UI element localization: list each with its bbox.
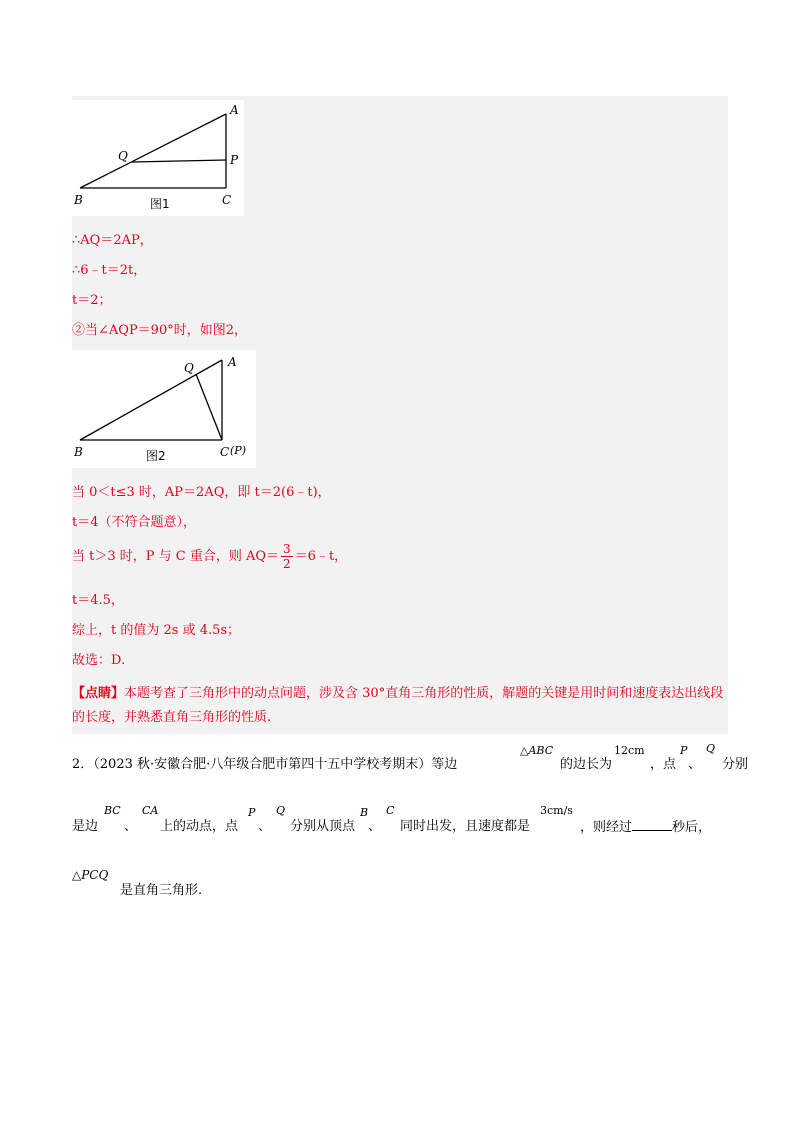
comment-tag: 【点睛】	[72, 686, 125, 701]
fig2-label-c: C	[220, 445, 230, 459]
fig2-caption: 图2	[146, 449, 166, 463]
line7-pre: 当 t＞3 时，P 与 C 重合，则 AQ＝	[72, 549, 280, 564]
q-after-text	[580, 818, 711, 837]
fig2-label-q: Q	[184, 361, 194, 375]
point-q-2: Q	[276, 804, 286, 817]
solution-line-10: 故选：D.	[72, 653, 126, 668]
fig1-label-q: Q	[118, 149, 128, 163]
solution-line-9: 综上，t 的值为 2s 或 4.5s；	[72, 623, 241, 638]
fig2-label-b: B	[74, 445, 83, 459]
q-fenbie: 分别	[722, 757, 749, 772]
q-dun-2: 、	[124, 819, 138, 834]
q-side-text: 的边长为	[560, 757, 613, 772]
q-after-label: ，则经过	[580, 820, 633, 835]
solution-line-4: ②当∠AQP＝90°时，如图2，	[72, 323, 247, 338]
comment-text: 本题考查了三角形中的动点问题，涉及含 30°直角三角形的性质，解题的关键是用时间和速度表达出线段的长度，并熟悉直角三角形的性质.	[72, 686, 724, 725]
fig1-label-p: P	[230, 153, 239, 167]
q-speed-text: 同时出发，且速度都是	[400, 819, 531, 834]
edge-bc: BC	[104, 804, 121, 817]
figure-2-diagram	[72, 350, 256, 468]
vertex-b: B	[360, 806, 369, 819]
fig1-label-a: A	[230, 103, 239, 117]
figure-2	[72, 350, 256, 468]
solution-line-1: ∴AQ＝2AP，	[72, 233, 153, 248]
q-right-triangle: 是直角三角形.	[120, 883, 203, 898]
side-length: 12cm	[614, 744, 645, 757]
fraction-denominator: 2	[283, 557, 291, 571]
edge-ca: CA	[142, 804, 159, 817]
vertex-c: C	[386, 804, 395, 817]
solution-line-8: t＝4.5，	[72, 593, 124, 608]
line7-post: ＝6﹣t，	[294, 549, 348, 564]
q-moving-points: 上的动点，点	[160, 819, 239, 834]
fig1-caption: 图1	[150, 197, 170, 211]
figure-1	[72, 100, 244, 216]
q-dun-4: 、	[368, 819, 382, 834]
fraction-numerator: 3	[283, 542, 291, 556]
fig1-label-c: C	[222, 193, 232, 207]
answer-blank[interactable]	[632, 818, 672, 831]
comment-block	[72, 682, 728, 730]
solution-line-5: 当 0＜t≤3 时，AP＝2AQ，即 t＝2(6﹣t)，	[72, 485, 331, 500]
point-q: Q	[706, 742, 716, 755]
q-seconds-label: 秒后，	[672, 820, 712, 835]
point-p: P	[680, 744, 688, 757]
triangle-pcq: △PCQ	[72, 868, 109, 882]
solution-line-7	[72, 540, 347, 574]
q-from-vertices: 分别从顶点	[290, 819, 356, 834]
speed-value: 3cm/s	[540, 804, 573, 817]
solution-line-2: ∴6﹣t＝2t，	[72, 263, 147, 278]
q-dun-1: 、	[688, 757, 702, 772]
figure-1-diagram	[72, 100, 244, 216]
fig2-label-a: A	[228, 355, 237, 369]
fraction-3-2	[281, 542, 293, 571]
question-line-1	[72, 756, 457, 774]
solution-line-6: t＝4（不符合题意），	[72, 515, 196, 530]
point-p-2: P	[248, 806, 256, 819]
question-number: 2．	[72, 757, 94, 772]
fig1-label-b: B	[74, 193, 83, 207]
triangle-abc: △ABC	[520, 744, 554, 757]
question-source: （2023 秋·安徽合肥·八年级合肥市第四十五中学校考期末）等边	[93, 757, 458, 772]
fig2-label-p: (P)	[230, 444, 246, 457]
q-dun-3: 、	[258, 819, 272, 834]
solution-line-3: t＝2；	[72, 293, 112, 308]
q-point-text: ，点	[650, 757, 677, 772]
q-edge-text: 是边	[72, 819, 99, 834]
